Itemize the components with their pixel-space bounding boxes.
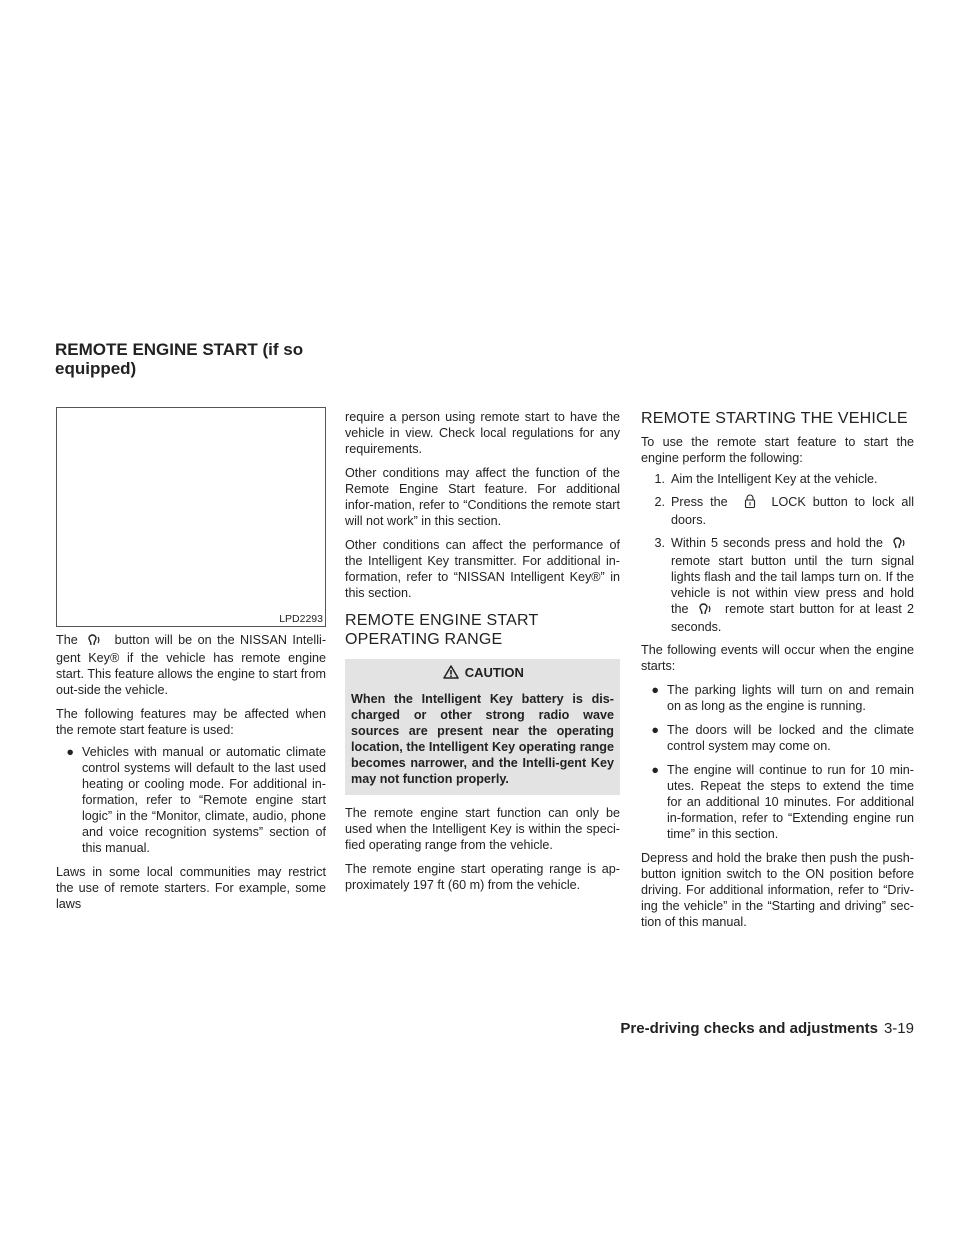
step-text-before: Within 5 seconds press and hold the xyxy=(671,536,883,550)
lock-icon xyxy=(737,494,763,512)
step-text-after: remote start button for at least 2 seconds. xyxy=(671,602,914,634)
remote-start-icon xyxy=(696,603,718,619)
caution-label: CAUTION xyxy=(464,665,524,680)
step-text-before: Press the xyxy=(671,495,728,509)
illustration-figure xyxy=(56,407,326,627)
bullet-marker: ● xyxy=(651,683,659,697)
bullet-marker: ● xyxy=(651,723,659,737)
bullet-text: Vehicles with manual or automatic climate control systems will default to the last used heating or cooling mode. For additional in-formation, refer to “Remote engine start logic” in the “Monitor, climate, audio, phone and voice recognition systems” section of this manual. xyxy=(82,745,326,855)
column-2 xyxy=(345,409,620,901)
step-number: 2. xyxy=(654,495,665,509)
intro-paragraph xyxy=(56,632,326,698)
bullet-marker: ● xyxy=(651,763,659,777)
column-1 xyxy=(56,632,326,920)
features-intro: The following features may be affected when the remote start feature is used: xyxy=(56,707,326,737)
operating-range-heading xyxy=(345,611,620,649)
events-intro: The following events will occur when the engine starts: xyxy=(641,643,914,673)
list-item xyxy=(56,744,326,856)
section-title xyxy=(55,340,345,378)
caution-triangle-icon xyxy=(443,665,459,683)
brake-paragraph: Depress and hold the brake then push the push-button ignition switch to the ON position before driving. For additional information, refer to “Driv-ing the vehicle” in the “Starting and driving” sec-tion of this manual. xyxy=(641,851,914,929)
caution-box xyxy=(345,659,620,795)
laws-paragraph: Laws in some local communities may restrict the use of remote starters. For example, some laws xyxy=(56,865,326,911)
footer-section-name: Pre-driving checks and adjustments xyxy=(620,1020,878,1037)
caution-text: When the Intelligent Key battery is dis-charged or other strong radio wave sources are present near the operating location, the Intelligent Key operating range becomes narrower, and the Intelli-gent Key may not function properly. xyxy=(351,692,614,786)
list-item xyxy=(641,762,914,842)
range-text-2: The remote engine start operating range is ap-proximately 197 ft (60 m) from the vehicle. xyxy=(345,862,620,892)
bullet-text: The engine will continue to run for 10 min-utes. Repeat the steps to extend the time for an additional 10 minutes. For additional in-formation, refer to “Extending engine run time” in this section. xyxy=(667,763,914,841)
caution-header xyxy=(351,665,614,683)
column-3 xyxy=(641,409,914,938)
step-item xyxy=(641,535,914,635)
intro-after-icon: button will be on the NISSAN Intelli-gent Key® if the vehicle has remote engine start. This feature allows the engine to start from out-side the vehicle. xyxy=(56,633,327,697)
laws-continued: require a person using remote start to have the vehicle in view. Check local regulations for any requirements. xyxy=(345,410,620,456)
step-text-after: LOCK button to lock all doors. xyxy=(671,495,915,527)
steps-intro: To use the remote start feature to start the engine perform the following: xyxy=(641,435,914,465)
range-text-1: The remote engine start function can only be used when the Intelligent Key is within the speci-fied operating range from the vehicle. xyxy=(345,806,620,852)
step-text: Aim the Intelligent Key at the vehicle. xyxy=(671,472,878,486)
step-text-middle: remote start button until the turn signal lights flash and the tail lamps turn on. If the vehicle is not within view press and hold the xyxy=(671,554,914,616)
bullet-marker: ● xyxy=(66,745,74,759)
bullet-text: The parking lights will turn on and remain on as long as the engine is running. xyxy=(667,683,914,713)
remote-starting-heading: REMOTE STARTING THE VEHICLE xyxy=(641,410,908,427)
step-number: 1. xyxy=(654,472,665,486)
list-item xyxy=(641,722,914,754)
intro-before-icon: The xyxy=(56,633,78,647)
list-item xyxy=(641,682,914,714)
page-footer xyxy=(620,1020,914,1037)
step-item xyxy=(641,494,914,528)
other-conditions-2: Other conditions can affect the performance of the Intelligent Key transmitter. For additional in-formation, refer to “NISSAN Intelligent Key®” in this section. xyxy=(345,538,620,600)
step-text xyxy=(671,494,914,528)
step-number: 3. xyxy=(654,536,665,550)
page-number: 3-19 xyxy=(883,1020,914,1037)
heading-line-2: OPERATING RANGE xyxy=(345,631,503,648)
step-item xyxy=(641,471,914,487)
section-title-text: REMOTE ENGINE START (if so equipped) xyxy=(55,340,304,378)
remote-start-icon xyxy=(890,537,912,553)
remote-start-icon xyxy=(85,634,107,650)
other-conditions-1: Other conditions may affect the function of the Remote Engine Start feature. For additional infor-mation, refer to “Conditions the remote start will not work” in this section. xyxy=(345,466,620,528)
bullet-text: The doors will be locked and the climate control system may come on. xyxy=(667,723,914,753)
step-text xyxy=(671,535,914,635)
heading-line-1: REMOTE ENGINE START xyxy=(345,612,539,629)
figure-id: LPD2293 xyxy=(279,613,323,625)
